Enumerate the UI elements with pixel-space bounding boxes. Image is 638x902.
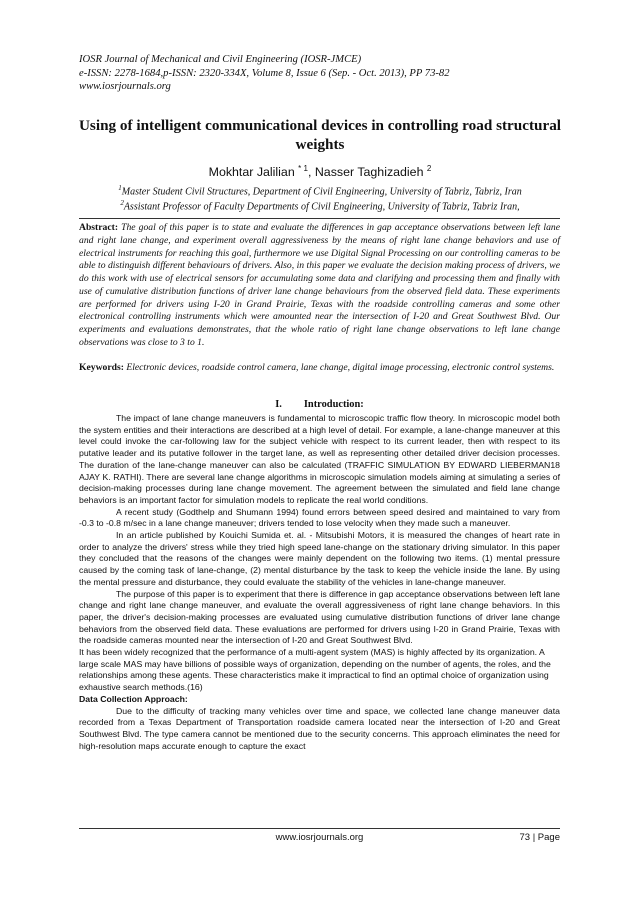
- author-2: Nasser Taghizadieh: [314, 165, 424, 180]
- paragraph-3: In an article published by Kouichi Sumida et. al. - Mitsubishi Motors, it is measured the changes of heart rate in order to analyze the drivers' stress while they tried high speed lane-change on the stationary driving simulator. In this paper they concluded that the reasons of the changes were mainly dependent on the following two items. (1) mental pressure caused by the coming task of lane-change, (2) mental disturbance by the task to keep the vehicle inside the lane. By using the mental pressure and disturbance, they could evaluate the stability of the vehicles in lane-change maneuver.: [79, 530, 560, 587]
- page-footer: [79, 832, 560, 846]
- keywords-text: Electronic devices, roadside control camera, lane change, digital image processing, electronic control systems.: [126, 362, 555, 373]
- journal-issn: e-ISSN: 2278-1684,p-ISSN: 2320-334X, Volume 8, Issue 6 (Sep. - Oct. 2013), PP 73-82: [79, 67, 450, 79]
- abstract-label: Abstract:: [79, 222, 119, 233]
- affiliation-2-mark: 2: [120, 199, 124, 207]
- affiliation-2: [60, 199, 580, 212]
- keywords-label: Keywords:: [79, 362, 124, 373]
- paper-title: Using of intelligent communicational devices in controlling road structural weights: [78, 117, 562, 153]
- section-title: Introduction:: [303, 399, 364, 410]
- body-text: [79, 413, 560, 752]
- abstract: [79, 222, 560, 350]
- paragraph-2: A recent study (Godthelp and Shumann 1994) found errors between speed desired and maintained to vary from -0.3 to -0.8 m/sec in a lane change maneuver; drivers tended to lose velocity when they made such a maneuver.: [79, 506, 560, 529]
- affiliation-1-text: Master Student Civil Structures, Department of Civil Engineering, University of Tabriz, Tabriz, Iran: [121, 186, 522, 198]
- footer-divider: [79, 828, 560, 829]
- section-heading-introduction: [79, 399, 560, 410]
- paragraph-5: It has been widely recognized that the performance of a multi-agent system (MAS) is highly affected by its organization. A large scale MAS may have billions of possible ways of organization, depending on the number of agents, the roles, and the relationships among these agents. These characteristics make it impractical to find an optimal choice of organization using exhaustive search methods.(16): [79, 647, 551, 693]
- section-number: I.: [275, 399, 282, 410]
- journal-header: [79, 53, 579, 94]
- affiliation-2-text: Assistant Professor of Faculty Departments of Civil Engineering, University of Tabriz, Tabriz Iran,: [123, 201, 520, 213]
- author-line: [72, 164, 568, 179]
- paragraph-1: The impact of lane change maneuvers is fundamental to microscopic traffic flow theory. In microscopic model both the system entities and their interactions are described at a high level of detail. For example, a lane-change maneuver at this level could invoke the car-following law for the subject vehicle with respect to its current leader, then with respect to its putative leader and its putative follower in the target lane, as well as representing other detailed driver decision processes. The duration of the lane-change maneuver can also be calculated (TRAFFIC SIMULATION BY EDWARD LIEBERMAN18 AJAY K. RATHI). There are several lane change algorithms in microscopic simulation models aiming at simulating a series of decision-making processes during lane change movement. The agreement between the simulated and field lane change behaviors is an important factor for simulation models to replicate the real world conditions.: [79, 413, 560, 505]
- affiliation-1: [60, 184, 580, 197]
- abstract-text: The goal of this paper is to state and evaluate the differences in gap acceptance observations between left lane and right lane change, and experiment overall aggressiveness by the means of right lane change behaviors and use of electrical instruments for reaching this goal, furthermore we use Digital Signal Processing on our controlling cameras to be able to distinguish different behaviours of drivers. Also, in this paper we evaluate the decision making process of drivers, we do this work with use of electrical sensors for accumulating some data and clarifying and processing them and finally with use of cumulative distribution functions of driver lane change behaviours from the observed field data. These experiments are performed for drivers using I-20 in Grand Prairie, Texas with the roadside controlling cameras and some other electronical controlling instruments which were amounted near the intersection of I-20 and Great Southwest Blvd. Our experiments and evaluations demonstrates, that the whole ratio of right lane change observations to left lane change observations was close to 3 to 1.: [79, 222, 561, 348]
- author-separator: ,: [307, 165, 315, 180]
- affiliation-1-mark: 1: [118, 184, 122, 192]
- paragraph-4: The purpose of this paper is to experiment that there is difference in gap acceptance observations between left lane change and right lane change maneuver, and evaluate the overall aggressiveness of right lane change behaviors. In this paper, the driver's decision-making processes are evaluated using cumulative distribution functions of driver lane change behaviors from the observed field data. These evaluations are performed for drivers using I-20 in Grand Prairie, Texas with the roadside cameras mounted near the intersection of I-20 and Great Southwest Blvd.: [79, 588, 560, 646]
- header-divider: [79, 218, 560, 219]
- author-1: Mokhtar Jalilian: [208, 165, 295, 180]
- subsection-heading-data-collection: Data Collection Approach:: [79, 693, 188, 704]
- author-2-mark: 2: [426, 164, 432, 173]
- paragraph-6: Due to the difficulty of tracking many vehicles over time and space, we collected lane change maneuver data recorded from a Texas Department of Transportation roadside camera located near the intersection of I-20 and Great Southwest Blvd. The type camera cannot be mentioned due to the security concerns. This approach eliminates the need for high-resolution maps accurate enough to capture the exact: [79, 705, 560, 751]
- keywords: [79, 362, 560, 375]
- author-1-mark: * 1: [298, 164, 308, 173]
- journal-site: www.iosrjournals.org: [79, 81, 171, 93]
- journal-name: IOSR Journal of Mechanical and Civil Engineering (IOSR-JMCE): [79, 54, 362, 65]
- footer-site: www.iosrjournals.org: [275, 832, 364, 843]
- page-number: 73 | Page: [519, 832, 560, 843]
